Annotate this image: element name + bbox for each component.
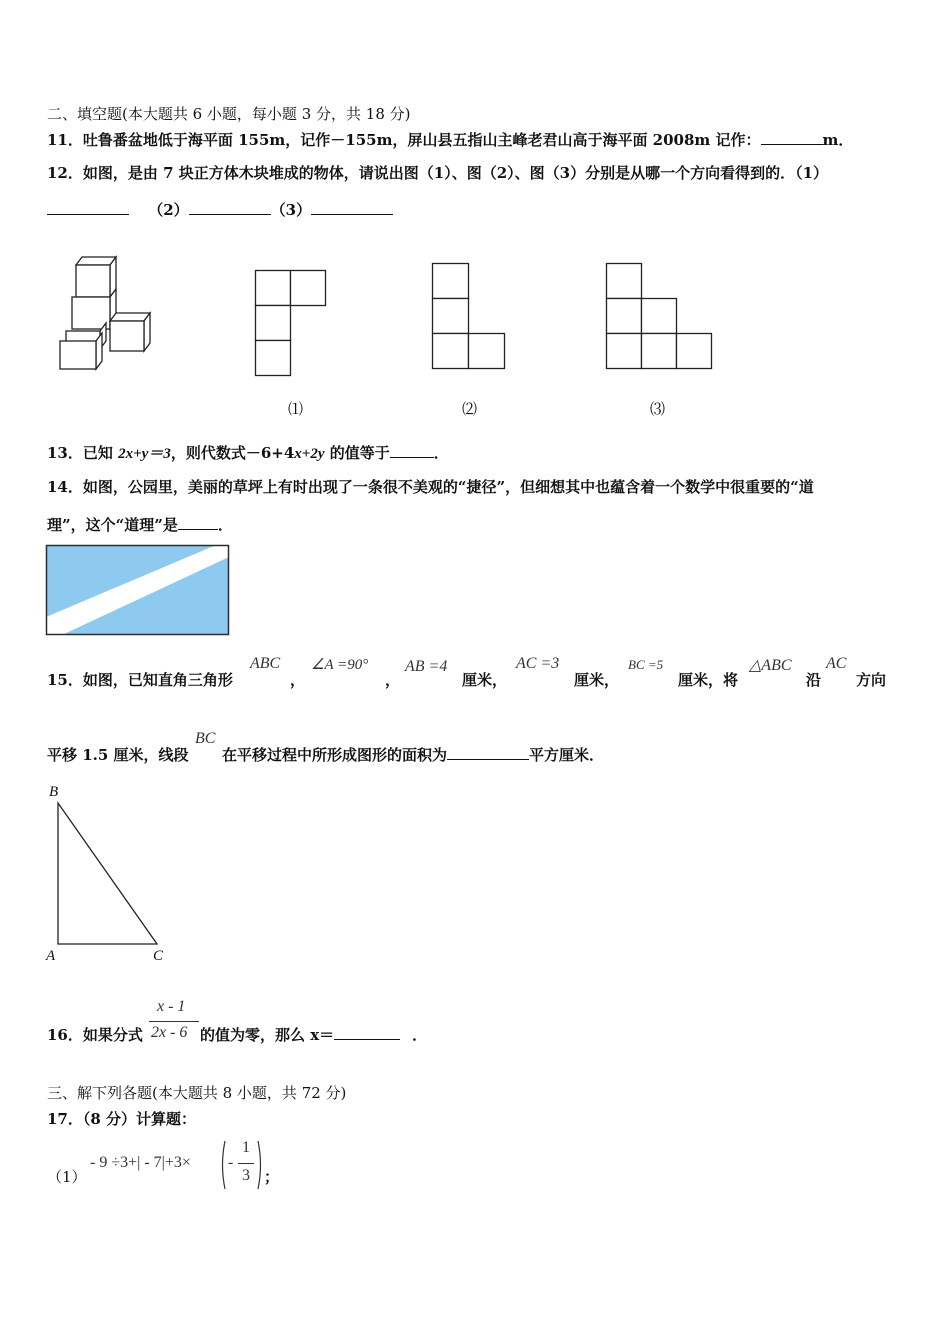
- q12-cube-stack-figure: [58, 255, 158, 375]
- q15-comma-2: ，: [385, 671, 401, 689]
- q15-triangle-figure: [57, 802, 159, 946]
- q17-right-paren: [256, 1140, 264, 1190]
- q13-post: 的值等于: [324, 444, 390, 462]
- q17-fraction-numerator: 1: [242, 1139, 250, 1156]
- q16-fraction-bar: [149, 1021, 199, 1022]
- q15-line-2-post: 平方厘米．: [529, 746, 605, 764]
- q15-point-c: C: [153, 948, 164, 964]
- question-11: [47, 129, 853, 150]
- q12-view-3: [606, 263, 716, 371]
- q16-tail: ．: [412, 1026, 428, 1044]
- q12-view-1-label: ⑴: [288, 402, 304, 418]
- q15-math-bc: BC =5: [628, 657, 664, 672]
- q11-answer-blank[interactable]: [761, 132, 823, 145]
- q15-line-2-mid: 在平移过程中所形成图形的面积为: [222, 746, 448, 764]
- q17-expression: - 9 ÷3+| - 7|+3×: [90, 1154, 191, 1171]
- q16-pre: 16．如果分式: [47, 1026, 143, 1044]
- q15-line-2-pre: 平移 1.5 厘米，线段: [47, 746, 189, 764]
- q15-math-ac: AC =3: [516, 655, 560, 672]
- q17-fraction-bar: [238, 1163, 254, 1164]
- q16-numerator: x - 1: [157, 998, 186, 1015]
- q12-label-2: （2）: [148, 201, 189, 219]
- q12-blanks-row: [47, 199, 393, 220]
- question-13: [47, 442, 449, 463]
- q17-left-paren: [219, 1140, 227, 1190]
- q13-tail: ．: [433, 444, 449, 462]
- q17-fraction-denominator: 3: [242, 1167, 250, 1184]
- q17-part-1-label: （1）: [47, 1168, 87, 1186]
- q15-line-2-rest: [222, 744, 604, 765]
- q15-answer-blank[interactable]: [447, 747, 529, 760]
- q12-label-3: （3）: [270, 201, 312, 219]
- section-3-title: 三、解下列各题(本大题共 8 小题，共 72 分): [47, 1084, 347, 1102]
- q15-math-bc-2: BC: [195, 730, 216, 747]
- question-14-line-1: 14．如图，公园里，美丽的草坪上有时出现了一条很不美观的“捷径”，但细想其中也蕴含着一个数学中很重要的“道: [47, 478, 814, 496]
- question-14-line-2: [47, 514, 233, 535]
- q15-math-ab: AB =4: [405, 658, 448, 675]
- q12-blank-2[interactable]: [189, 202, 271, 215]
- q13-answer-blank[interactable]: [390, 445, 434, 458]
- q14-answer-blank[interactable]: [178, 517, 218, 530]
- q16-mid: 的值为零，那么 x＝: [200, 1026, 335, 1044]
- q12-view-3-label: ⑶: [650, 402, 666, 418]
- q15-along: 沿: [806, 671, 822, 689]
- q17-end: ；: [264, 1168, 280, 1186]
- q12-view-2-label: ⑵: [462, 402, 478, 418]
- q12-blank-3[interactable]: [311, 202, 393, 215]
- q15-math-abc: ABC: [250, 655, 281, 672]
- q13-expression: x+2y: [294, 446, 325, 462]
- q14-tail: ．: [217, 516, 233, 534]
- q15-pre: 15．如图，已知直角三角形: [47, 671, 233, 689]
- q17-title: 17．（8 分）计算题：: [47, 1110, 197, 1128]
- q13-pre: 13．已知: [47, 444, 119, 462]
- question-12: 12．如图，是由 7 块正方体木块堆成的物体，请说出图（1）、图（2）、图（3）分别是从哪一个方向看得到的．（1）: [47, 164, 829, 182]
- q15-cm-2: 厘米，: [574, 671, 620, 689]
- q14-lawn-figure: [46, 545, 230, 636]
- q16-answer-blank[interactable]: [334, 1027, 400, 1040]
- q13-mid: ，则代数式－6+4: [170, 444, 295, 462]
- q15-direction: 方向: [856, 671, 887, 689]
- q15-point-b: B: [49, 784, 59, 800]
- q15-cm-1: 厘米，: [462, 671, 508, 689]
- section-2-title: 二、填空题(本大题共 6 小题，每小题 3 分，共 18 分): [47, 105, 411, 123]
- q15-math-ac-2: AC: [826, 655, 847, 672]
- q13-condition: 2x+y＝3: [118, 446, 171, 462]
- q15-comma-1: ，: [290, 671, 306, 689]
- q15-math-angle: ∠A =90°: [311, 657, 369, 673]
- q12-view-2: [432, 263, 506, 371]
- q15-cm-3: 厘米，将: [678, 671, 739, 689]
- q15-point-a: A: [46, 948, 56, 964]
- q12-blank-1[interactable]: [47, 202, 129, 215]
- q14-line-2-text: 理”，这个“道理”是: [47, 516, 178, 534]
- q11-text: 11．吐鲁番盆地低于海平面 155m，记作－155m，屏山县五指山主峰老君山高于海平面 2008m 记作：: [47, 131, 761, 149]
- q16-denominator: 2x - 6: [151, 1024, 188, 1041]
- q12-view-1: [255, 270, 327, 378]
- q15-math-triangle: △ABC: [749, 657, 792, 674]
- q16-rest: [200, 1024, 427, 1045]
- q17-fraction-sign: -: [228, 1154, 234, 1171]
- q11-tail: m．: [822, 131, 854, 149]
